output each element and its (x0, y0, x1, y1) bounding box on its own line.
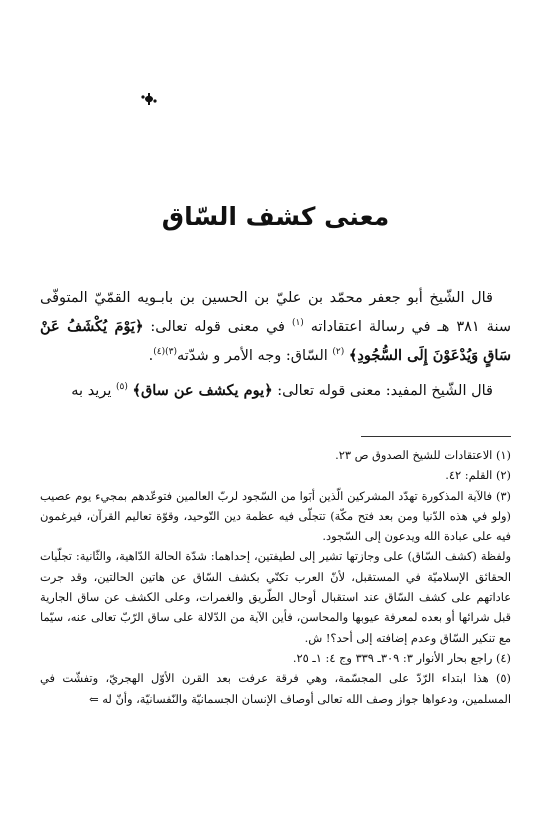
main-text (40, 286, 511, 409)
footnotes (40, 445, 511, 709)
footnote-1: (١) الاعتقادات للشيخ الصدوق ص ٢٣. (335, 448, 511, 462)
paragraph-1-end: السّاق: وجه الأمر و شدّته (177, 347, 328, 364)
paragraph-1-text: قال الشّيخ أبو جعفر محمّد بن عليّ بن الحسين بن بابـويه القمّيّ المتوفّى سنة ٣٨١ هـ في رسالة اعتقاداته (40, 290, 511, 335)
footnote-separator (361, 436, 511, 437)
footnote-ref-2[interactable]: (٢) (332, 346, 345, 357)
paragraph-2-end: يريد به (71, 382, 112, 399)
footnote-4: (٤) راجع بحار الأنوار ٣: ٣٠٩ـ ٣٣٩ وج ٤: ١ـ ٢٥. (292, 650, 511, 665)
footnote-5: (٥) هذا ابتداء الرّدّ على المجسّمة، وهي فرقة عرفت بعد القرن الأوّل الهجريّ، وتفشّت في المسلمين، ودعواها جواز وصف الله تعالى أوصاف الإنسان الجسمانيّة والنّفسانيّة، وأنّ له ⇐ (40, 671, 511, 706)
page-title: معنى كشف السّاق (161, 202, 390, 231)
quran-verse-2: ﴿يوم يكشف عن ساق﴾ (132, 381, 273, 399)
footnote-ref-5[interactable]: (٥) (116, 381, 128, 392)
paragraph-2 (40, 375, 511, 404)
footnote-2: (٢) القلم: ٤٢. (445, 468, 511, 483)
paragraph-1-tail: . (148, 347, 154, 364)
quran-verse: ﴿يَوْمَ يُكْشَفُ عَنْ سَاقٍ وَيُدْعَوْنَ إِلَى السُّجُودِ﴾ (40, 317, 511, 364)
footnote-ref-1[interactable]: (١) (291, 318, 304, 328)
paragraph-1 (40, 286, 511, 369)
ornament-icon (140, 92, 158, 106)
footnote-ref-3-4[interactable]: (٣)(٤) (153, 346, 178, 357)
footnote-3: (٣) فالآية المذكورة تهدّد المشركين الّذين أبَوا من السّجود لربّ العالمين فتوعّدهم بمجيء يوم عصيب (ولو في هذه الدّنيا ومن بعد فتح مكّة) تتجلّى فيه عظمة دين التّوحيد، وقوّة تعاليم القرآن، فيرغمون فيه على عبادة الله ويدعون إلى السّجود. (40, 488, 511, 544)
paragraph-2-text: قال الشّيخ المفيد: معنى قوله تعالى: (277, 382, 493, 399)
footnote-3-continued: ولفظة (كشف السّاق) على وجازتها تشير إلى لطيفتين، إحداهما: شدّة الحالة الدّاهية، والثّانية: تجلّيات الحقائق الإسلاميّة في المستقبل، لأنّ العرب تكنّي بكشف السّاق عن هاتين الحالتين، وقد جرت عاداتهم على كشف السّاق عند استقبال أوحال الطّريق والغمرات، وعلى الكشف عن ساق الجارية قبل شرائها أو بعده لمعرفة عيوبها والمحاسن، فأين الآية من الدّلالة على ساق الرّبّ تعالى عنه، سيّما مع تنكير السّاق وعدم إضافته إلى أحد؟! ش. (40, 549, 511, 645)
paragraph-1-mid: في معنى قوله تعالى: (150, 318, 285, 335)
